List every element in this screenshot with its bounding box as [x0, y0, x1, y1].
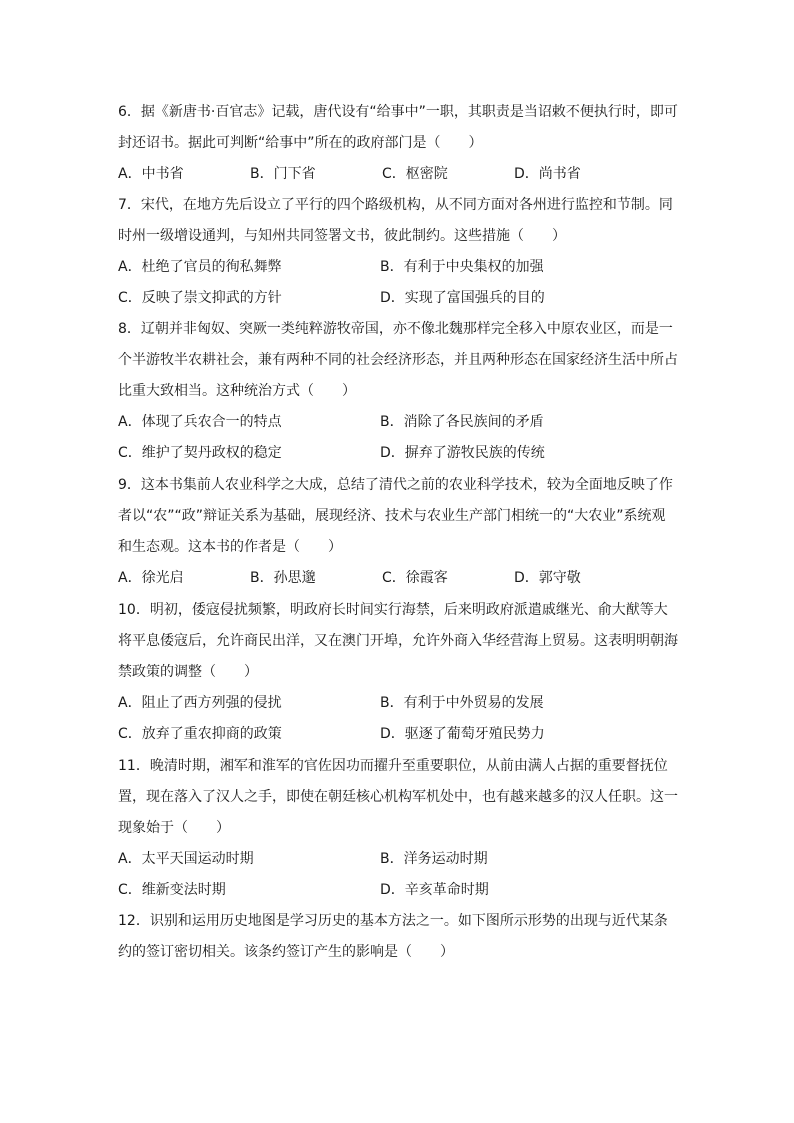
option-d: D．摒弃了游牧民族的传统 [380, 445, 545, 461]
option-c: C．维护了契丹政权的稳定 [118, 445, 282, 461]
option-b: B．有利于中央集权的加强 [380, 259, 544, 275]
options-grid [118, 252, 678, 314]
option-c: C．反映了崇文抑武的方针 [118, 290, 282, 306]
option-b: B．门下省 [250, 166, 316, 182]
question-9 [118, 470, 678, 594]
option-a: A．中书省 [118, 166, 184, 182]
options-row [118, 563, 678, 594]
option-d: D．辛亥革命时期 [380, 882, 489, 898]
option-c: C．枢密院 [382, 166, 448, 182]
question-12 [118, 906, 678, 968]
option-b: B．有利于中外贸易的发展 [380, 695, 544, 711]
question-stem: 7．宋代，在地方先后设立了平行的四个路级机构，从不同方面对各州进行监控和节制。同时州一级增设通判，与知州共同签署文书，彼此制约。这些措施（ ） [118, 197, 673, 244]
question-8 [118, 314, 678, 469]
question-stem: 12．识别和运用历史地图是学习历史的基本方法之一。如下图所示形势的出现与近代某条约的签订密切相关。该条约签订产生的影响是（ ） [118, 913, 668, 960]
options-grid [118, 688, 678, 750]
option-d: D．实现了富国强兵的目的 [380, 290, 545, 306]
option-d: D．驱逐了葡萄牙殖民势力 [380, 726, 545, 742]
option-a: A．徐光启 [118, 570, 184, 586]
option-a: A．阻止了西方列强的侵扰 [118, 695, 282, 711]
question-stem: 10．明初，倭寇侵扰频繁，明政府长时间实行海禁，后来明政府派遣戚继光、俞大猷等大将平息倭寇后，允许商民出洋，又在澳门开埠，允许外商入华经营海上贸易。这表明明朝海禁政策的调整（ ） [118, 602, 678, 680]
question-stem: 9．这本书集前人农业科学之大成，总结了清代之前的农业科学技术，较为全面地反映了作者以“农”“政”辩证关系为基础，展现经济、技术与农业生产部门相统一的“大农业”系统观和生态观。这本书的作者是（ ） [118, 477, 673, 555]
option-a: A．体现了兵农合一的特点 [118, 414, 282, 430]
options-row [118, 159, 678, 190]
option-d: D．尚书省 [514, 166, 581, 182]
question-stem: 11．晚清时期，湘军和淮军的官佐因功而擢升至重要职位，从前由满人占据的重要督抚位置，现在落入了汉人之手，即使在朝廷核心机构军机处中，也有越来越多的汉人任职。这一现象始于（ ） [118, 758, 678, 836]
option-c: C．维新变法时期 [118, 882, 226, 898]
question-6 [118, 97, 678, 190]
option-b: B．孙思邈 [250, 570, 316, 586]
option-a: A．杜绝了官员的徇私舞弊 [118, 259, 282, 275]
options-grid [118, 407, 678, 469]
options-grid [118, 844, 678, 906]
question-stem: 6．据《新唐书·百官志》记载，唐代设有“给事中”一职，其职责是当诏敕不便执行时，即可封还诏书。据此可判断“给事中”所在的政府部门是（ ） [118, 104, 678, 151]
option-b: B．洋务运动时期 [380, 851, 488, 867]
option-a: A．太平天国运动时期 [118, 851, 254, 867]
option-b: B．消除了各民族间的矛盾 [380, 414, 544, 430]
question-10 [118, 595, 678, 750]
option-d: D．郭守敬 [514, 570, 581, 586]
question-7 [118, 190, 678, 314]
question-stem: 8．辽朝并非匈奴、突厥一类纯粹游牧帝国，亦不像北魏那样完全移入中原农业区，而是一个半游牧半农耕社会，兼有两种不同的社会经济形态，并且两种形态在国家经济生活中所占比重大致相当。这种统治方式（ ） [118, 321, 678, 399]
question-11 [118, 751, 678, 906]
option-c: C．徐霞客 [382, 570, 448, 586]
option-c: C．放弃了重农抑商的政策 [118, 726, 282, 742]
